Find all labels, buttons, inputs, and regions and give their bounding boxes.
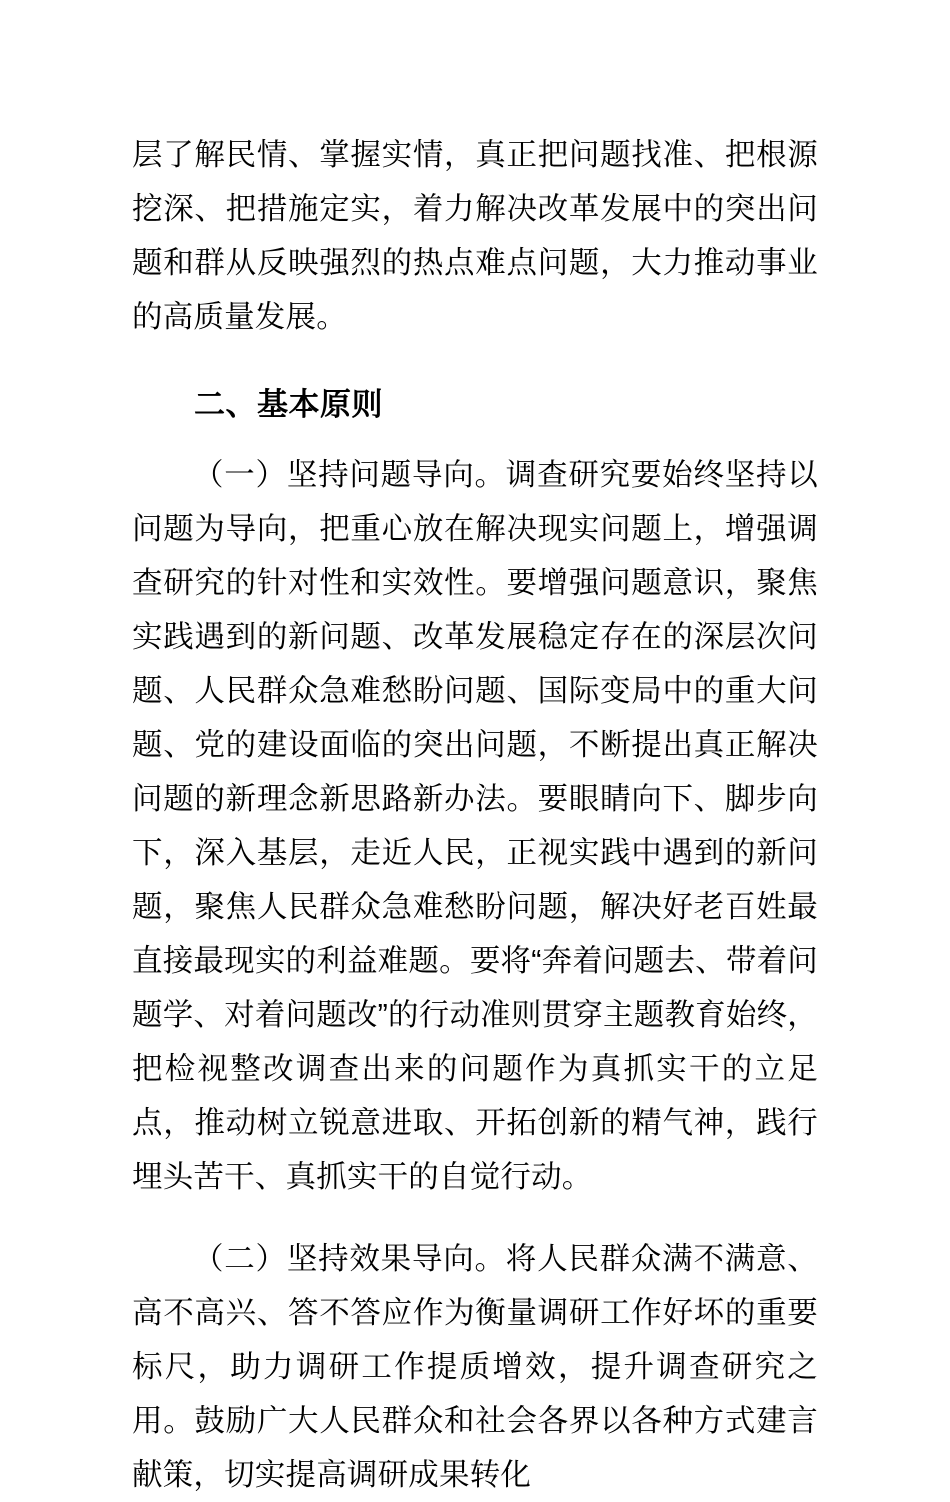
paragraph-principle-one: （一）坚持问题导向。调查研究要始终坚持以问题为导向，把重心放在解决现实问题上，增强调查研究的针对性和实效性。要增强问题意识，聚焦实践遇到的新问题、改革发展稳定存在的深层次问题、人民群众急难愁盼问题、国际变局中的重大问题、党的建设面临的突出问题，不断提出真正解决问题的新理念新思路新办法。要眼睛向下、脚步向下，深入基层，走近人民，正视实践中遇到的新问题，聚焦人民群众急难愁盼问题，解决好老百姓最直接最现实的利益难题。要将“奔着问题去、带着问题学、对着问题改”的行动准则贯穿主题教育始终，把检视整改调查出来的问题作为真抓实干的立足点，推动树立锐意进取、开拓创新的精气神，践行埋头苦干、真抓实干的自觉行动。 <box>132 458 818 1194</box>
document-body <box>132 128 818 1502</box>
spacer <box>132 1204 818 1232</box>
spacer <box>132 344 818 358</box>
paragraph-continuation: 层了解民情、掌握实情，真正把问题找准、把根源挖深、把措施定实，着力解决改革发展中的突出问题和群从反映强烈的热点难点问题，大力推动事业的高质量发展。 <box>132 138 818 334</box>
paragraph-principle-two: （二）坚持效果导向。将人民群众满不满意、高不高兴、答不答应作为衡量调研工作好坏的重要标尺，助力调研工作提质增效，提升调查研究之用。鼓励广大人民群众和社会各界以各种方式建言献策，切实提高调研成果转化 <box>132 1242 818 1492</box>
section-heading-basic-principles: 二、基本原则 <box>194 387 383 422</box>
